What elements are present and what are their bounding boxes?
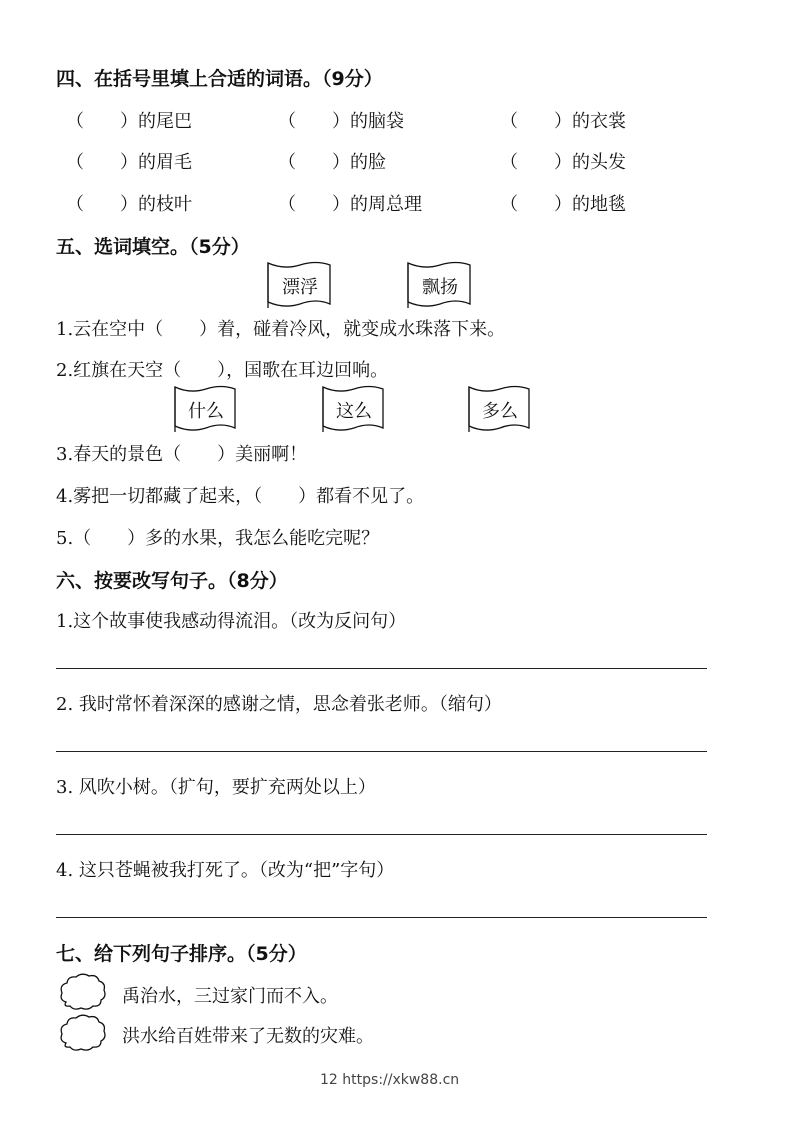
fill-blank-item: （ ）的眉毛 (66, 152, 192, 173)
word-flag (173, 384, 239, 434)
section-6-title: 六、按要改写句子。（8分） (56, 570, 288, 592)
page-footer (320, 1072, 459, 1088)
question-line: 1.这个故事使我感动得流泪。（改为反问句） (56, 611, 407, 632)
question-line: 4. 这只苍蝇被我打死了。（改为“把”字句） (56, 860, 395, 881)
order-cloud-icon (58, 1013, 108, 1053)
fill-blank-item: （ ）的周总理 (278, 194, 422, 215)
flag-word: 这么 (336, 401, 372, 422)
answer-line (56, 751, 707, 752)
sentence-item: 禹治水，三过家门而不入。 (122, 986, 338, 1007)
question-line: 2.红旗在天空（ ），国歌在耳边回响。 (56, 360, 389, 381)
order-cloud-icon (58, 972, 108, 1012)
fill-blank-item: （ ）的头发 (500, 152, 626, 173)
fill-blank-item: （ ）的尾巴 (66, 111, 192, 132)
question-line: 2. 我时常怀着深深的感谢之情，思念着张老师。（缩句） (56, 694, 502, 715)
fill-blank-item: （ ）的枝叶 (66, 194, 192, 215)
question-line: 4.雾把一切都藏了起来，（ ）都看不见了。 (56, 486, 425, 507)
answer-line (56, 834, 707, 835)
word-flag (467, 384, 533, 434)
fill-blank-item: （ ）的脑袋 (278, 111, 404, 132)
flag-word: 什么 (188, 401, 224, 422)
fill-blank-item: （ ）的地毯 (500, 194, 626, 215)
answer-line (56, 917, 707, 918)
flag-word: 多么 (482, 401, 518, 422)
flag-word: 漂浮 (282, 277, 318, 298)
question-line: 1.云在空中（ ）着，碰着冷风，就变成水珠落下来。 (56, 319, 506, 340)
word-flag (266, 260, 334, 310)
word-flag (321, 384, 387, 434)
answer-line (56, 668, 707, 669)
fill-blank-item: （ ）的衣裳 (500, 111, 626, 132)
question-line: 3.春天的景色（ ）美丽啊！ (56, 444, 308, 465)
sentence-item: 洪水给百姓带来了无数的灾难。 (122, 1026, 374, 1047)
footer-url: https://xkw88.cn (342, 1072, 460, 1088)
section-4-title: 四、在括号里填上合适的词语。（9分） (56, 68, 383, 90)
question-line: 3. 风吹小树。（扩句，要扩充两处以上） (56, 777, 376, 798)
question-line: 5.（ ）多的水果，我怎么能吃完呢？ (56, 528, 380, 549)
fill-blank-item: （ ）的脸 (278, 152, 386, 173)
flag-word: 飘扬 (422, 277, 458, 298)
section-5-title: 五、选词填空。（5分） (56, 236, 250, 258)
page-number: 12 (320, 1072, 338, 1088)
section-7-title: 七、给下列句子排序。（5分） (56, 943, 307, 965)
word-flag (406, 260, 474, 310)
